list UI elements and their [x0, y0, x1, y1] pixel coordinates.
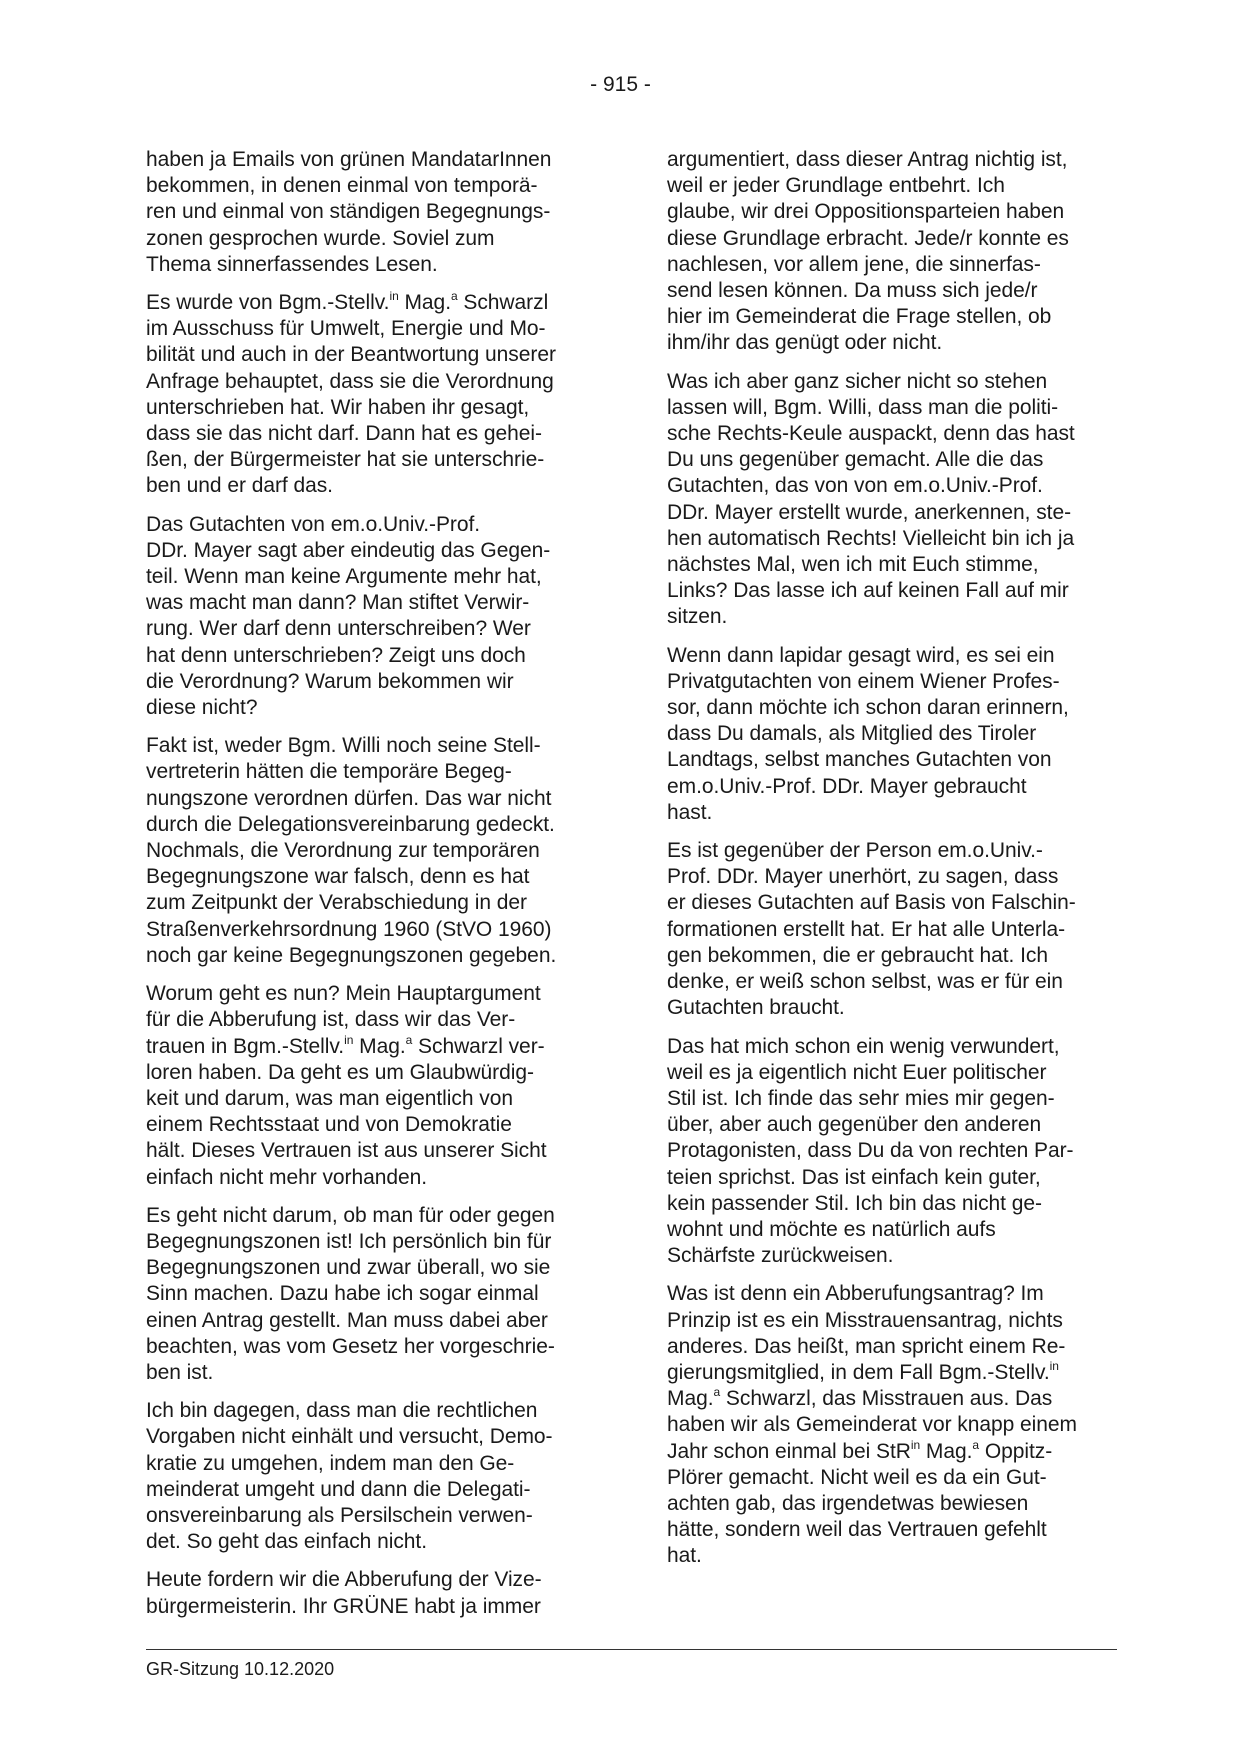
text-line: ßen, der Bürgermeister hat sie unterschrie- — [146, 448, 545, 472]
text-line: wohnt und möchte es natürlich aufs — [667, 1217, 996, 1241]
text-line: det. So geht das einfach nicht. — [146, 1530, 427, 1554]
text-line: Wenn dann lapidar gesagt wird, es sei ein — [667, 643, 1055, 667]
text-line: Straßenverkehrsordnung 1960 (StVO 1960) — [146, 917, 552, 941]
text-line: Es geht nicht darum, ob man für oder gegen — [146, 1203, 555, 1227]
text-line: nungszone verordnen dürfen. Das war nicht — [146, 786, 552, 810]
text-line: achten gab, das irgendetwas bewiesen — [667, 1491, 1029, 1515]
text-line: Fakt ist, weder Bgm. Willi noch seine Stell- — [146, 734, 541, 758]
text-line: einem Rechtsstaat und von Demokratie — [146, 1113, 512, 1137]
text-line: einfach nicht mehr vorhanden. — [146, 1165, 428, 1189]
text-line: Was ich aber ganz sicher nicht so stehen — [667, 369, 1048, 393]
text-line: Schärfste zurückweisen. — [667, 1244, 894, 1268]
text-line: Anfrage behauptet, dass sie die Verordnung — [146, 369, 554, 393]
text-line: dass Du damals, als Mitglied des Tiroler — [667, 722, 1037, 746]
text-line: DDr. Mayer erstellt wurde, anerkennen, ste- — [667, 500, 1072, 524]
text-line: für die Abberufung ist, dass wir das Ver- — [146, 1008, 516, 1032]
text-line: send lesen können. Da muss sich jede/r — [667, 279, 1038, 303]
text-line: Du uns gegenüber gemacht. Alle die das — [667, 448, 1044, 472]
paragraph — [667, 1034, 1129, 1270]
text-line: Begegnungszonen ist! Ich persönlich bin für — [146, 1229, 552, 1253]
text-line: er dieses Gutachten auf Basis von Falschin- — [667, 891, 1076, 915]
text-line: nächstes Mal, wen ich mit Euch stimme, — [667, 553, 1039, 577]
text-line: bekommen, in denen einmal von temporä- — [146, 174, 538, 198]
text-line: Prof. DDr. Mayer unerhört, zu sagen, dass — [667, 865, 1059, 889]
footer-session-date: GR-Sitzung 10.12.2020 — [146, 1659, 335, 1679]
paragraph — [146, 512, 608, 722]
text-line: formationen erstellt hat. Er hat alle Unterla- — [667, 917, 1066, 941]
text-line: im Ausschuss für Umwelt, Energie und Mo- — [146, 317, 546, 341]
text-line: hier im Gemeinderat die Frage stellen, ob — [667, 305, 1052, 329]
paragraph — [667, 838, 1129, 1021]
text-line: was macht man dann? Man stiftet Verwir- — [146, 591, 530, 615]
text-line: haben wir als Gemeinderat vor knapp einem — [667, 1413, 1078, 1437]
text-line: vertreterin hätten die temporäre Begeg- — [146, 760, 512, 784]
text-line: DDr. Mayer sagt aber eindeutig das Gegen- — [146, 538, 551, 562]
text-line: bilität und auch in der Beantwortung unserer — [146, 343, 556, 367]
text-line: glaube, wir drei Oppositionsparteien haben — [667, 200, 1065, 224]
text-line: Es ist gegenüber der Person em.o.Univ.- — [667, 839, 1043, 863]
text-line: weil er jeder Grundlage entbehrt. Ich — [667, 174, 1005, 198]
text-line: ihm/ihr das genügt oder nicht. — [667, 331, 943, 355]
text-line: Gutachten, das von von em.o.Univ.-Prof. — [667, 474, 1043, 498]
text-line: kratie zu umgehen, indem man den Ge- — [146, 1451, 515, 1475]
text-line: Begegnungszone war falsch, denn es hat — [146, 865, 530, 889]
text-line: Privatgutachten von einem Wiener Profes- — [667, 669, 1060, 693]
paragraph — [146, 1567, 608, 1619]
paragraph — [146, 290, 608, 500]
text-line: Worum geht es nun? Mein Hauptargument — [146, 982, 541, 1006]
text-line: ren und einmal von ständigen Begegnungs- — [146, 200, 551, 224]
text-line: zonen gesprochen wurde. Soviel zum — [146, 226, 495, 250]
text-line: die Verordnung? Warum bekommen wir — [146, 669, 514, 693]
text-line: Es wurde von Bgm.-Stellv.$^{in}$ Mag.$^a$ Schwarzl — [146, 289, 549, 315]
text-line: argumentiert, dass dieser Antrag nichtig ist, — [667, 148, 1068, 171]
text-line: Sinn machen. Dazu habe ich sogar einmal — [146, 1282, 539, 1306]
text-line: ben und er darf das. — [146, 474, 333, 498]
text-line: Was ist denn ein Abberufungsantrag? Im — [667, 1282, 1044, 1306]
paragraph — [667, 147, 1129, 357]
text-line: hat. — [667, 1544, 702, 1568]
text-line: Heute fordern wir die Abberufung der Vize- — [146, 1568, 542, 1592]
text-line: hen automatisch Rechts! Vielleicht bin ich ja — [667, 526, 1075, 550]
text-line: hat denn unterschrieben? Zeigt uns doch — [146, 643, 526, 667]
text-line: Stil ist. Ich finde das sehr mies mir gegen- — [667, 1086, 1055, 1110]
text-line: Jahr schon einmal bei StR$^{in}$ Mag.$^a$ Oppitz- — [667, 1437, 1053, 1463]
paragraph — [667, 369, 1129, 631]
paragraph — [146, 1398, 608, 1555]
text-line: Links? Das lasse ich auf keinen Fall auf mir — [667, 579, 1069, 603]
text-line: unterschrieben hat. Wir haben ihr gesagt, — [146, 395, 530, 419]
paragraph — [146, 147, 608, 278]
text-line: Protagonisten, dass Du da von rechten Par- — [667, 1139, 1074, 1163]
text-line: diese nicht? — [146, 696, 258, 720]
paragraph — [146, 733, 608, 969]
text-line: kein passender Stil. Ich bin das nicht ge- — [667, 1191, 1042, 1215]
footer-divider — [146, 1649, 1117, 1650]
text-line: durch die Delegationsvereinbarung gedeckt. — [146, 812, 555, 836]
text-line: anderes. Das heißt, man spricht einem Re- — [667, 1334, 1066, 1358]
text-line: Gutachten braucht. — [667, 996, 845, 1020]
text-line: Mag.$^a$ Schwarzl, das Misstrauen aus. Das — [667, 1385, 1053, 1411]
text-line: Das hat mich schon ein wenig verwundert, — [667, 1034, 1060, 1058]
text-line: hätte, sondern weil das Vertrauen gefehlt — [667, 1518, 1047, 1542]
text-line: rung. Wer darf denn unterschreiben? Wer — [146, 617, 531, 641]
text-line: sitzen. — [667, 605, 728, 629]
text-line: lassen will, Bgm. Willi, dass man die politi- — [667, 395, 1059, 419]
text-line: Ich bin dagegen, dass man die rechtlichen — [146, 1399, 538, 1423]
text-line: Landtags, selbst manches Gutachten von — [667, 748, 1052, 772]
text-line: bürgermeisterin. Ihr GRÜNE habt ja immer — [146, 1594, 541, 1618]
text-line: Thema sinnerfassendes Lesen. — [146, 252, 438, 276]
text-line: hast. — [667, 800, 713, 824]
text-line: Prinzip ist es ein Misstrauensantrag, nichts — [667, 1308, 1063, 1332]
text-line: über, aber auch gegenüber den anderen — [667, 1113, 1042, 1137]
text-line: haben ja Emails von grünen MandatarInnen — [146, 148, 552, 171]
text-line: weil es ja eigentlich nicht Euer politischer — [667, 1060, 1047, 1084]
text-line: noch gar keine Begegnungszonen gegeben. — [146, 943, 557, 967]
text-line: nachlesen, vor allem jene, die sinnerfas- — [667, 252, 1041, 276]
right-column — [667, 147, 1129, 1582]
text-line: meinderat umgeht und dann die Delegati- — [146, 1477, 531, 1501]
text-line: teien sprichst. Das ist einfach kein guter, — [667, 1165, 1041, 1189]
text-line: sche Rechts-Keule auspackt, denn das hast — [667, 422, 1075, 446]
text-line: hält. Dieses Vertrauen ist aus unserer Sicht — [146, 1139, 547, 1163]
text-line: einen Antrag gestellt. Man muss dabei aber — [146, 1308, 548, 1332]
text-line: Vorgaben nicht einhält und versucht, Demo- — [146, 1425, 553, 1449]
text-line: keit und darum, was man eigentlich von — [146, 1086, 513, 1110]
text-line: dass sie das nicht darf. Dann hat es gehei- — [146, 422, 542, 446]
paragraph — [667, 1281, 1129, 1569]
text-line: loren haben. Da geht es um Glaubwürdig- — [146, 1060, 534, 1084]
text-line: diese Grundlage erbracht. Jede/r konnte es — [667, 226, 1069, 250]
text-line: ben ist. — [146, 1360, 214, 1384]
text-line: onsvereinbarung als Persilschein verwen- — [146, 1503, 533, 1527]
text-line: Das Gutachten von em.o.Univ.-Prof. — [146, 512, 481, 536]
text-line: Nochmals, die Verordnung zur temporären — [146, 839, 540, 863]
text-line: Plörer gemacht. Nicht weil es da ein Gut- — [667, 1465, 1047, 1489]
page-number: - 915 - — [590, 73, 651, 96]
text-line: trauen in Bgm.-Stellv.$^{in}$ Mag.$^a$ Schwarzl ver- — [146, 1032, 545, 1058]
text-line: denke, er weiß schon selbst, was er für ein — [667, 970, 1063, 994]
paragraph — [146, 981, 608, 1191]
left-column — [146, 147, 608, 1632]
text-line: sor, dann möchte ich schon daran erinnern, — [667, 696, 1069, 720]
text-line: gierungsmitglied, in dem Fall Bgm.-Stellv.$^{in}$ — [667, 1358, 1059, 1384]
text-line: teil. Wenn man keine Argumente mehr hat, — [146, 565, 542, 589]
paragraph — [146, 1203, 608, 1386]
text-line: em.o.Univ.-Prof. DDr. Mayer gebraucht — [667, 774, 1027, 798]
text-line: beachten, was vom Gesetz her vorgeschrie- — [146, 1334, 555, 1358]
text-line: zum Zeitpunkt der Verabschiedung in der — [146, 891, 527, 915]
paragraph — [667, 643, 1129, 826]
text-line: Begegnungszonen und zwar überall, wo sie — [146, 1256, 551, 1280]
text-line: gen bekommen, die er gebraucht hat. Ich — [667, 943, 1048, 967]
